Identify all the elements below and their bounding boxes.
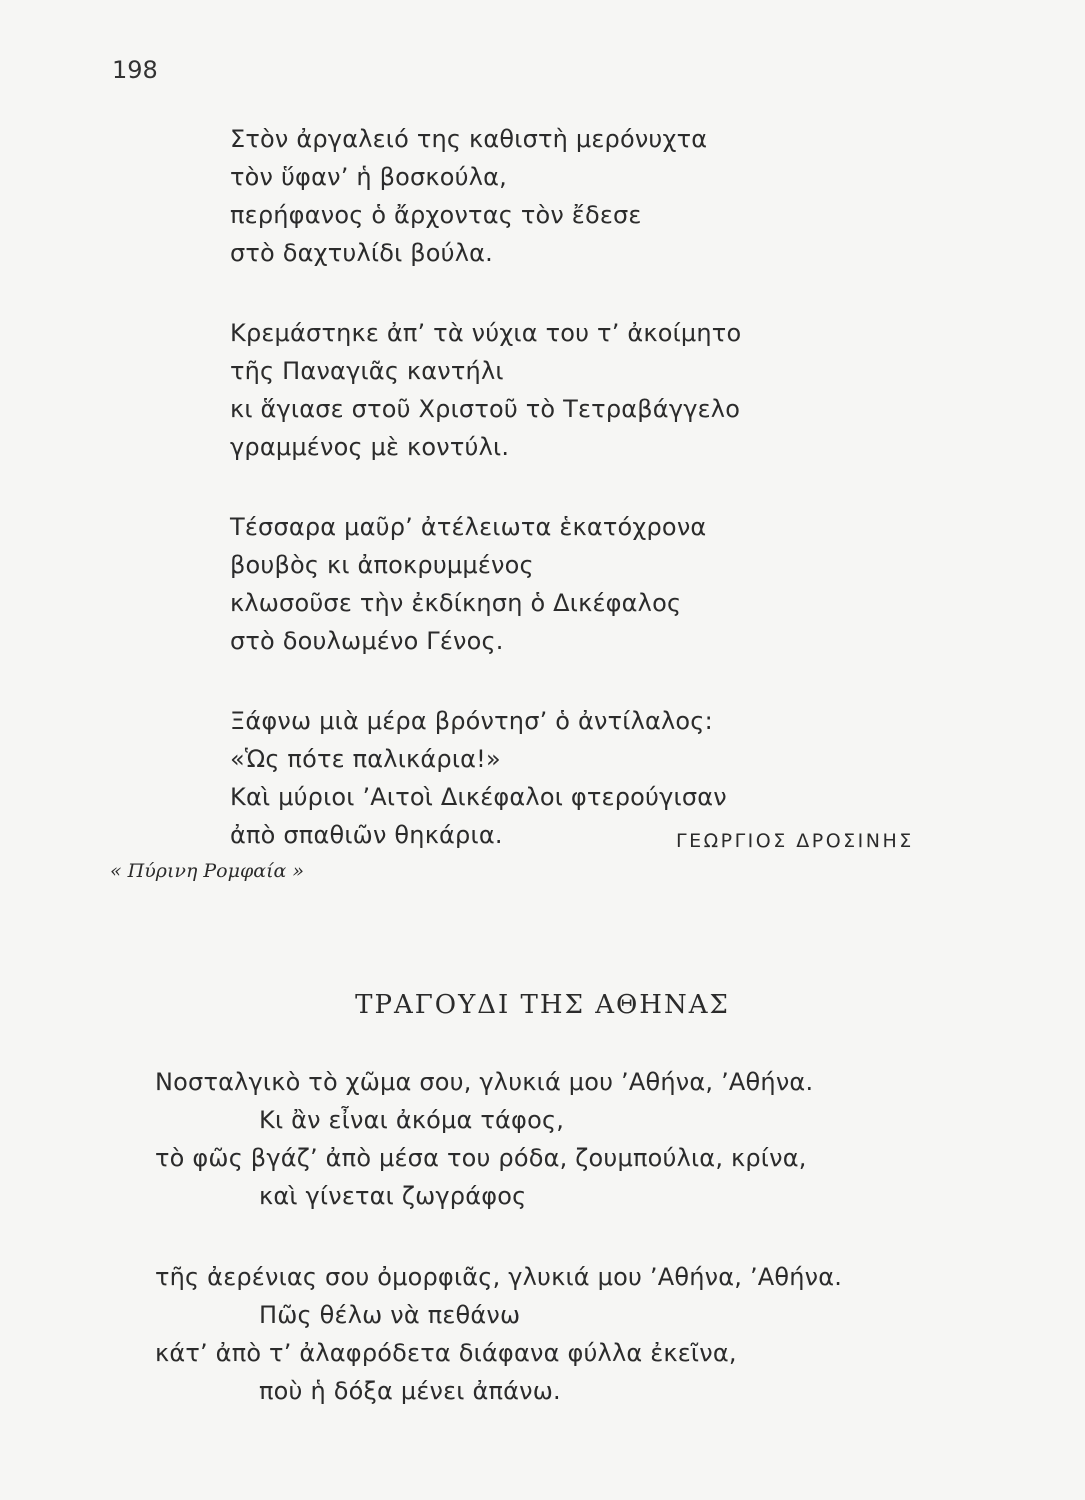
poem2-stanza-1	[155, 1063, 935, 1215]
poem1-line: περήφανος ὁ ἄρχοντας τὸν ἔδεσε	[230, 201, 642, 229]
poem-athens	[155, 1063, 935, 1453]
poem1-line: ἀπὸ σπαθιῶν θηκάρια.	[230, 821, 503, 849]
poem1-line: Κρεμάστηκε ἀπ’ τὰ νύχια του τ’ ἀκοίμητο	[230, 319, 742, 347]
poem2-stanza-2	[155, 1258, 935, 1410]
author-name: ΓΕΩΡΓΙΟΣ ΔΡΟΣΙΝΗΣ	[676, 830, 914, 852]
poem2-line: Νοσταλγικὸ τὸ χῶμα σου, γλυκιά μου ’Αθήνα, ’Αθήνα.	[155, 1068, 814, 1096]
poem2-line: τὸ φῶς βγάζ’ ἀπὸ μέσα του ρόδα, ζουμπούλια, κρίνα,	[155, 1144, 807, 1172]
page-number: 198	[112, 56, 158, 84]
signature-row	[0, 830, 1085, 890]
poem1-line: «Ὡς πότε παλικάρια!»	[230, 745, 501, 773]
poem1-stanza-2	[230, 314, 950, 466]
poem1-line: τῆς Παναγιᾶς καντήλι	[230, 357, 504, 385]
poem2-title: ΤΡΑΓΟΥΔΙ ΤΗΣ ΑΘΗΝΑΣ	[355, 990, 730, 1020]
poem2-line-indented: Πῶς θέλω νὰ πεθάνω	[259, 1301, 521, 1329]
poem-drosinis	[230, 120, 950, 896]
poem1-line: κι ἅγιασε στοῦ Χριστοῦ τὸ Τετραβάγγελο	[230, 395, 741, 423]
poem1-line: γραμμένος μὲ κοντύλι.	[230, 433, 510, 461]
poem1-line: βουβὸς κι ἀποκρυμμένος	[230, 551, 534, 579]
poem1-line: Τέσσαρα μαῦρ’ ἀτέλειωτα ἑκατόχρονα	[230, 513, 707, 541]
poem2-line: κάτ’ ἀπὸ τ’ ἀλαφρόδετα διάφανα φύλλα ἐκεῖνα,	[155, 1339, 737, 1367]
poem1-line: στὸ δαχτυλίδι βούλα.	[230, 239, 493, 267]
poem1-line: τὸν ὕφαν’ ἡ βοσκούλα,	[230, 163, 507, 191]
poem1-line: Στὸν ἀργαλειό της καθιστὴ μερόνυχτα	[230, 125, 708, 153]
poem1-stanza-3	[230, 508, 950, 660]
source-citation: « Πύρινη Ρομφαία »	[110, 860, 305, 882]
poem2-line-indented: Κι ἂν εἶναι ἀκόμα τάφος,	[259, 1106, 565, 1134]
poem1-line: Ξάφνω μιὰ μέρα βρόντησ’ ὁ ἀντίλαλος:	[230, 707, 713, 735]
poem2-line-indented: ποὺ ἡ δόξα μένει ἀπάνω.	[259, 1377, 561, 1405]
poem1-line: στὸ δουλωμένο Γένος.	[230, 627, 504, 655]
poem1-line: Καὶ μύριοι ’Αιτοὶ Δικέφαλοι φτερούγισαν	[230, 783, 727, 811]
poem1-line: κλωσοῦσε τὴν ἐκδίκηση ὁ Δικέφαλος	[230, 589, 682, 617]
poem2-line-indented: καὶ γίνεται ζωγράφος	[259, 1182, 527, 1210]
poem1-stanza-1	[230, 120, 950, 272]
poem2-line: τῆς ἀερένιας σου ὀμορφιᾶς, γλυκιά μου ’Αθήνα, ’Αθήνα.	[155, 1263, 843, 1291]
